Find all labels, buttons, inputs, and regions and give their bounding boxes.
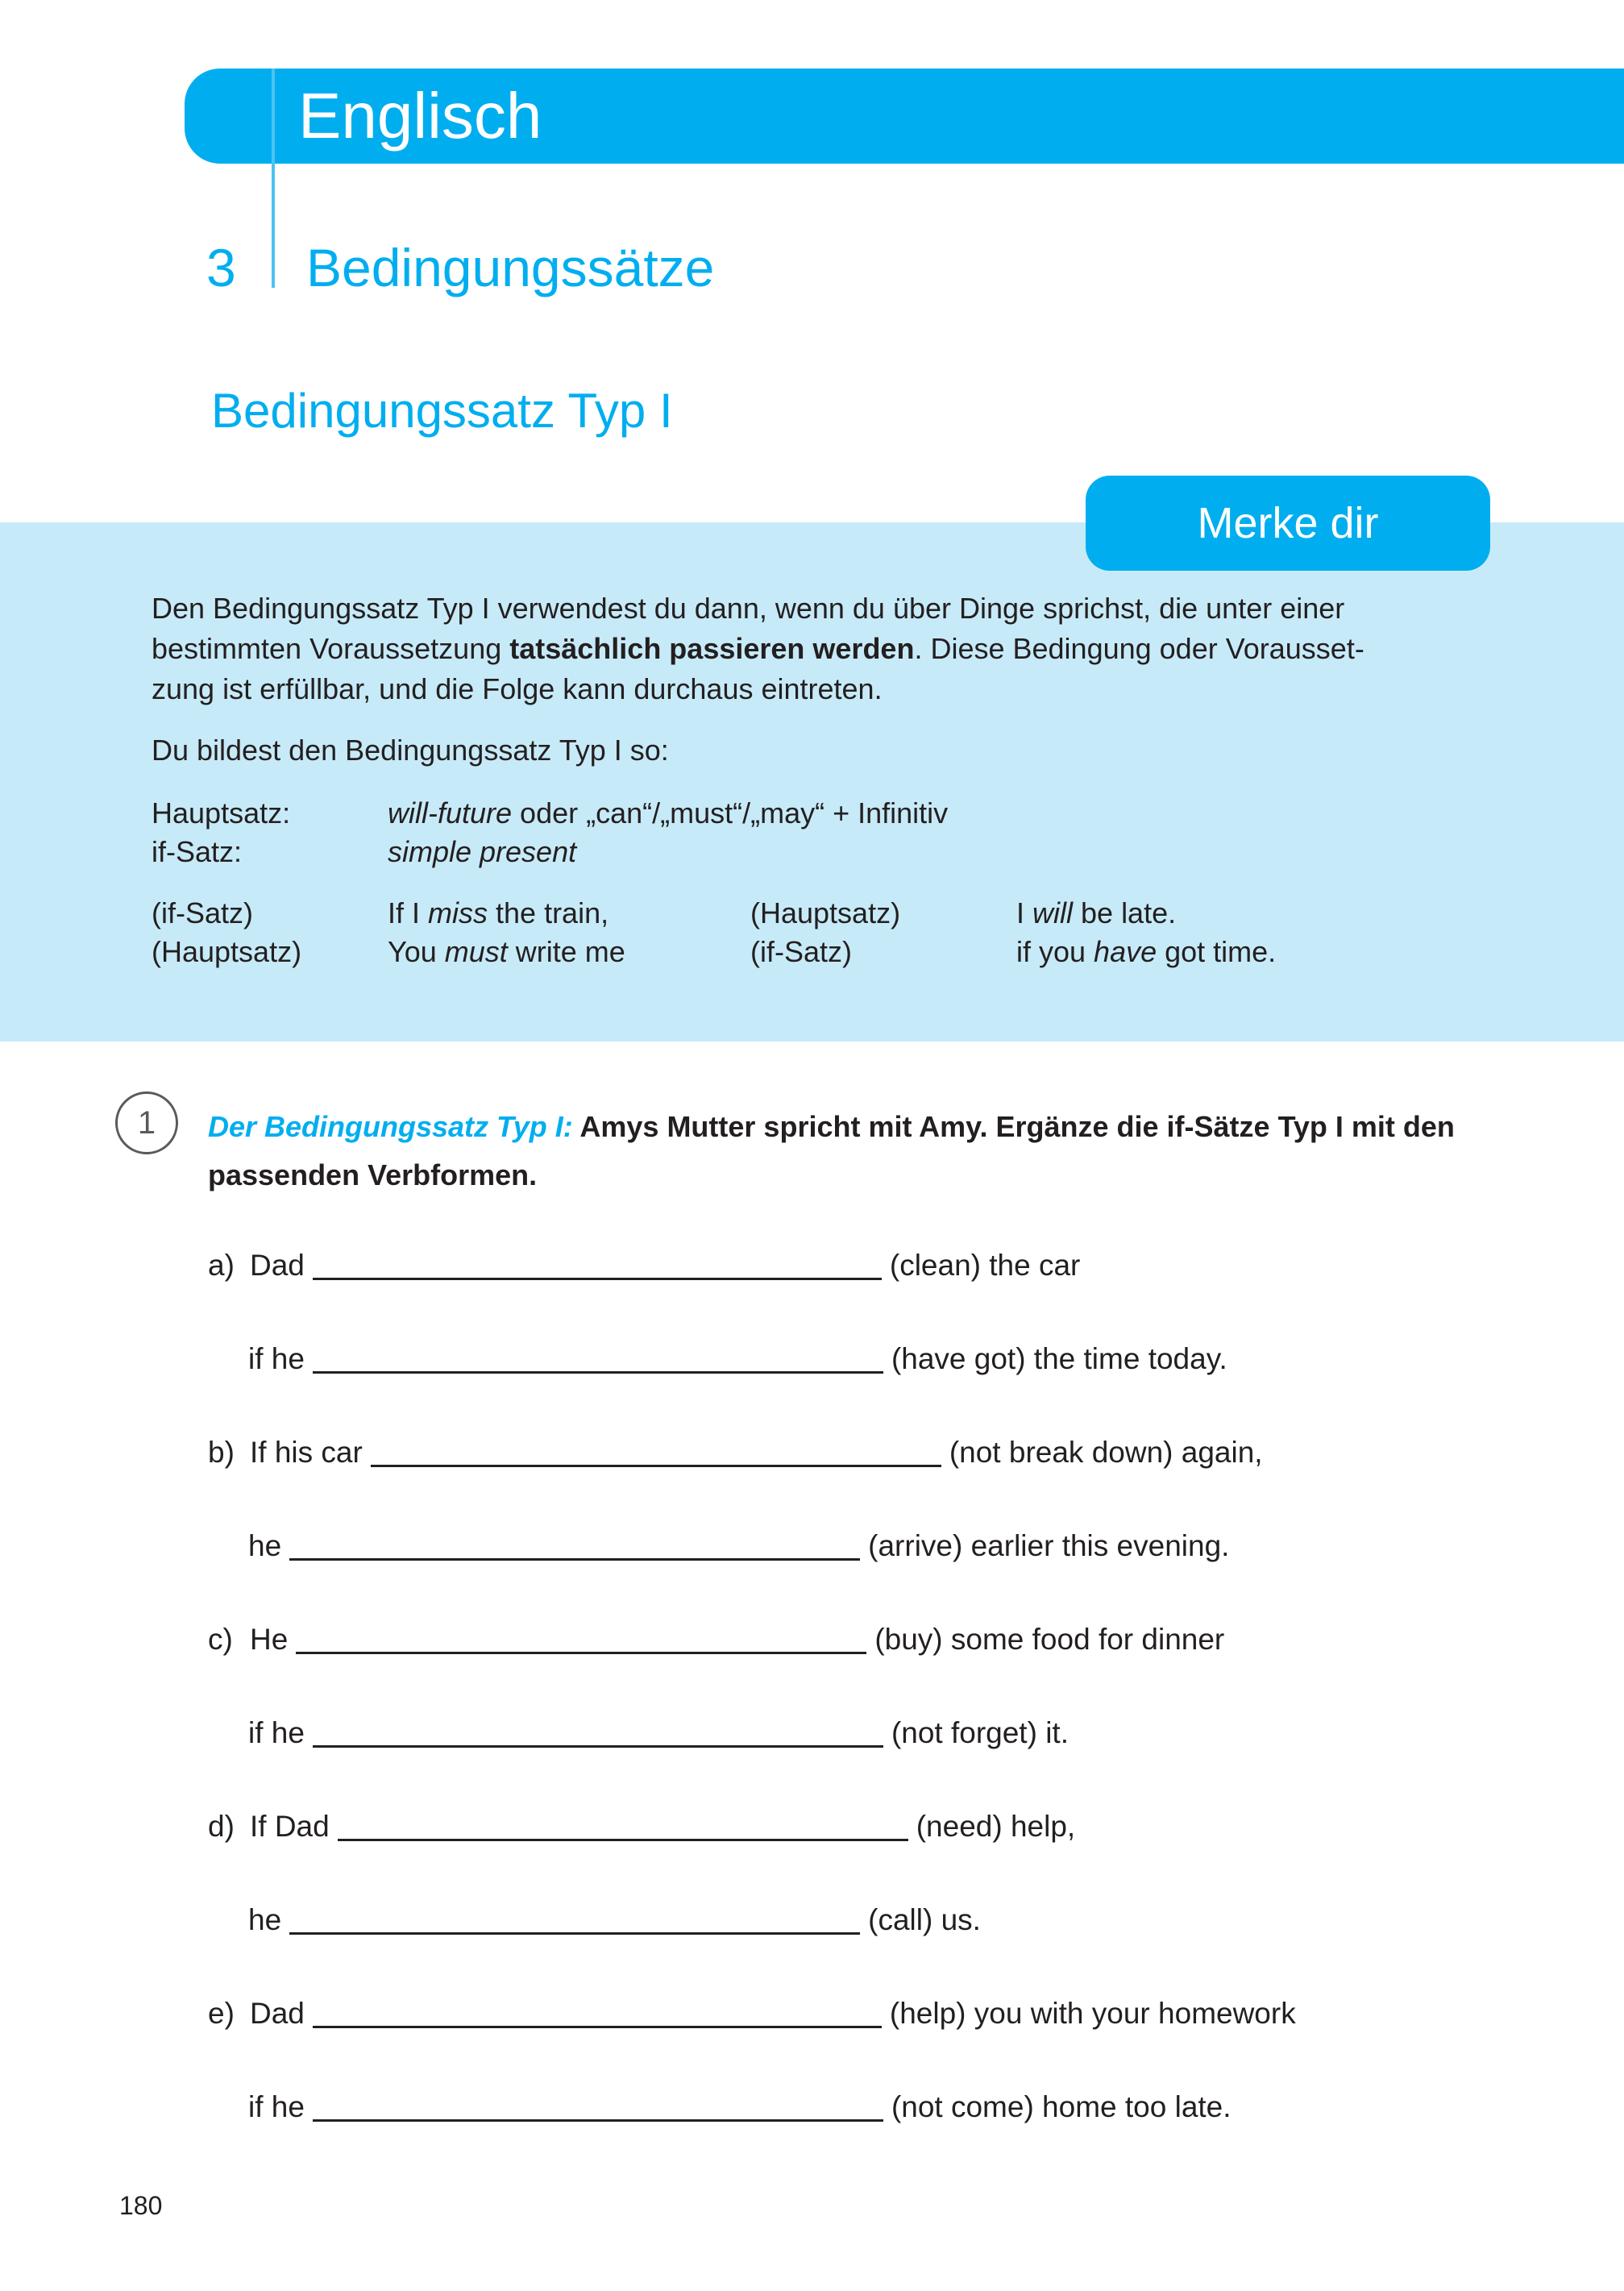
answer-blank[interactable] [296,1624,866,1654]
task-letter: e) [208,1997,235,2030]
answer-blank[interactable] [313,2092,883,2122]
rule-value-italic: will-future [388,796,513,830]
page-number: 180 [119,2191,163,2220]
task-hint: (not come) home too late. [891,2090,1231,2123]
chapter-title: Bedingungssätze [306,238,715,297]
task-prefix: If his car [250,1436,363,1469]
task-d-line-1 [208,1807,1075,1847]
example-label: (if-Satz) [750,935,852,968]
task-hint: (buy) some food for dinner [874,1623,1225,1656]
answer-blank[interactable] [313,1718,883,1748]
rule-label: Hauptsatz: [152,796,291,830]
task-a-line-1 [208,1245,1080,1286]
task-b-line-2 [248,1526,1229,1566]
rule-value-italic: simple present [388,835,577,868]
explanation-line-2 [152,629,1457,669]
text: . Diese Bedingung oder Vorausset- [914,632,1364,665]
task-hint: (help) you with your homework [889,1997,1296,2030]
example-label: (Hauptsatz) [152,935,302,968]
task-c-line-1 [208,1620,1224,1660]
text-italic: must [444,935,508,968]
text: if you [1016,935,1094,968]
task-hint: (not forget) it. [891,1716,1069,1749]
answer-blank[interactable] [313,1344,883,1374]
rule-label: if-Satz: [152,835,243,868]
exercise-topic: Der Bedingungssatz Typ I: [208,1110,573,1143]
text: bestimmten Voraussetzung [152,632,510,665]
text: got time. [1157,935,1277,968]
text: be late. [1073,896,1177,929]
task-hint: (need) help, [916,1810,1076,1843]
text: the train, [488,896,609,929]
rule-value [388,793,948,834]
task-d-line-2 [248,1900,981,1940]
task-hint: (call) us. [868,1903,981,1936]
emphasis-text: tatsächlich passieren werden [509,632,915,665]
text: write me [507,935,625,968]
section-title: Bedingungssatz Typ I [211,384,673,438]
task-c-line-2 [248,1713,1069,1753]
example-sentence [388,893,608,933]
task-letter: d) [208,1810,235,1843]
task-prefix: He [250,1623,289,1656]
example-label: (Hauptsatz) [750,896,901,929]
example-sentence [1016,893,1176,933]
task-prefix: Dad [250,1249,305,1282]
chapter-number: 3 [206,238,236,297]
explanation-line-1: Den Bedingungssatz Typ I verwendest du dann, wenn du über Dinge sprichst, die unter einer [152,592,1345,625]
merke-explanation [152,588,1457,709]
answer-blank[interactable] [289,1531,860,1561]
rule-value-rest: oder „can“/„must“/„may“ + Infinitiv [512,796,949,830]
explanation-line-3: zung ist erfüllbar, und die Folge kann durchaus eintreten. [152,672,883,705]
text-italic: have [1094,935,1157,968]
example-sentence [1016,932,1276,972]
answer-blank[interactable] [371,1437,941,1467]
answer-blank[interactable] [313,1250,882,1280]
exercise-instruction-text: Amys Mutter spricht mit Amy. Ergänze die if-Sätze Typ I mit den passenden Verbformen. [208,1110,1455,1191]
exercise-instruction [208,1103,1465,1200]
merke-dir-tab: Merke dir [1086,476,1490,571]
task-prefix: if he [248,1342,305,1375]
text: You [388,935,445,968]
text: I [1016,896,1033,929]
task-letter: b) [208,1436,235,1469]
example-label: (if-Satz) [152,896,253,929]
task-prefix: if he [248,1716,305,1749]
answer-blank[interactable] [338,1811,908,1841]
task-hint: (arrive) earlier this evening. [868,1529,1230,1562]
task-prefix: he [248,1529,282,1562]
subject-title: Englisch [298,80,542,152]
merke-intro: Du bildest den Bedingungssatz Typ I so: [152,734,669,767]
task-letter: a) [208,1249,235,1282]
task-b-line-1 [208,1432,1263,1473]
task-prefix: If Dad [250,1810,330,1843]
task-letter: c) [208,1623,233,1656]
task-a-line-2 [248,1339,1227,1379]
task-prefix: Dad [250,1997,305,2030]
text-italic: miss [428,896,488,929]
task-hint: (not break down) again, [949,1436,1263,1469]
example-sentence [388,932,625,972]
header-divider-line [272,69,275,288]
text-italic: will [1032,896,1074,929]
answer-blank[interactable] [313,1998,882,2028]
task-e-line-1 [208,1994,1296,2034]
text: If I [388,896,429,929]
task-hint: (clean) the car [889,1249,1081,1282]
rule-value [388,832,576,872]
answer-blank[interactable] [289,1905,860,1935]
task-prefix: he [248,1903,282,1936]
task-hint: (have got) the time today. [891,1342,1227,1375]
task-e-line-2 [248,2087,1231,2127]
exercise-number-badge: 1 [115,1091,178,1154]
task-prefix: if he [248,2090,305,2123]
